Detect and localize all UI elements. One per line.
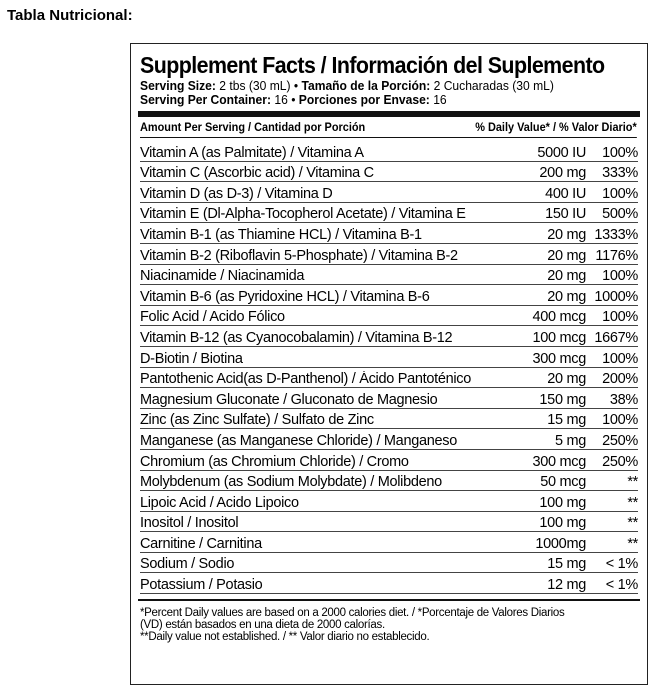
nutrient-dv: 100% — [602, 185, 638, 202]
nutrient-row — [140, 532, 638, 553]
nutrient-name: Magnesium Gluconate / Gluconato de Magnesio — [140, 391, 438, 408]
nutrient-dv: 1333% — [594, 226, 638, 243]
serving-size-line — [140, 79, 603, 93]
nutrient-name: Vitamin E (Dl-Alpha-Tocopherol Acetate) / Vitamina E — [140, 206, 466, 223]
serving-size-value-es: 2 Cucharadas (30 mL) — [433, 78, 554, 93]
nutrient-amount: 20 mg — [547, 226, 586, 243]
nutrient-amount: 5000 IU — [537, 144, 586, 161]
nutrient-row — [140, 388, 638, 409]
nutrient-amount: 20 mg — [547, 268, 586, 285]
nutrient-row — [140, 182, 638, 203]
per-container-label-es: Porciones por Envase: — [298, 92, 430, 107]
nutrient-list — [140, 141, 638, 594]
serving-size-label-es: Tamaño de la Porción: — [301, 78, 431, 93]
thick-divider — [138, 111, 640, 117]
page-heading: Tabla Nutricional: — [7, 7, 133, 24]
footnote-line-2: (VD) están basados en una dieta de 2000 calorías. — [140, 619, 385, 632]
nutrient-name: Vitamin B-12 (as Cyanocobalamin) / Vitamina B-12 — [140, 329, 453, 346]
nutrient-name: D-Biotin / Biotina — [140, 350, 243, 367]
nutrient-row — [140, 368, 638, 389]
nutrient-amount: 5 mg — [554, 432, 586, 449]
nutrient-amount: 20 mg — [547, 247, 586, 264]
nutrient-dv: ** — [627, 474, 638, 491]
nutrient-row — [140, 306, 638, 327]
nutrient-name: Inositol / Inositol — [140, 515, 239, 532]
nutrient-name: Zinc (as Zinc Sulfate) / Sulfato de Zinc — [140, 412, 374, 429]
nutrient-row — [140, 450, 638, 471]
nutrient-dv: 100% — [602, 144, 638, 161]
nutrient-dv: ** — [627, 535, 638, 552]
nutrient-row — [140, 244, 638, 265]
nutrient-amount: 15 mg — [547, 412, 586, 429]
serving-size-label: Serving Size: — [140, 78, 216, 93]
nutrient-row — [140, 141, 638, 162]
nutrient-amount: 200 mg — [539, 165, 586, 182]
nutrient-dv: 100% — [602, 412, 638, 429]
nutrient-row — [140, 347, 638, 368]
nutrient-amount: 12 mg — [547, 577, 586, 594]
nutrient-amount: 100 mg — [539, 494, 586, 511]
nutrient-row — [140, 573, 638, 594]
nutrient-row — [140, 285, 638, 306]
nutrient-dv: 100% — [602, 309, 638, 326]
nutrient-row — [140, 491, 638, 512]
nutrient-name: Vitamin C (Ascorbic acid) / Vitamina C — [140, 165, 374, 182]
nutrient-dv: ** — [627, 515, 638, 532]
nutrient-dv: 38% — [609, 391, 638, 408]
nutrient-dv: < 1% — [605, 577, 638, 594]
nutrient-row — [140, 162, 638, 183]
bottom-divider — [138, 599, 640, 601]
nutrient-name: Chromium (as Chromium Chloride) / Cromo — [140, 453, 409, 470]
nutrient-dv: < 1% — [605, 556, 638, 573]
per-container-label: Serving Per Container: — [140, 92, 272, 107]
nutrient-dv: 100% — [602, 350, 638, 367]
nutrient-row — [140, 326, 638, 347]
nutrient-name: Folic Acid / Acido Fólico — [140, 309, 285, 326]
nutrient-amount: 150 mg — [539, 391, 586, 408]
nutrient-name: Carnitine / Carnitina — [140, 535, 262, 552]
nutrient-name: Molybdenum (as Sodium Molybdate) / Molibdeno — [140, 474, 442, 491]
nutrient-amount: 20 mg — [547, 288, 586, 305]
nutrient-amount: 50 mcg — [540, 474, 586, 491]
nutrient-dv: ** — [627, 494, 638, 511]
nutrient-name: Potassium / Potasio — [140, 577, 263, 594]
column-header — [140, 120, 637, 138]
nutrient-amount: 400 IU — [545, 185, 586, 202]
nutrient-amount: 300 mcg — [532, 453, 586, 470]
nutrient-amount: 20 mg — [547, 371, 586, 388]
nutrient-amount: 15 mg — [547, 556, 586, 573]
nutrient-row — [140, 409, 638, 430]
nutrient-row — [140, 553, 638, 574]
nutrient-dv: 333% — [602, 165, 638, 182]
nutrient-dv: 250% — [602, 453, 638, 470]
per-container-value: 16 • — [274, 92, 296, 107]
nutrient-row — [140, 512, 638, 533]
nutrient-name: Vitamin B-6 (as Pyridoxine HCL) / Vitamina B-6 — [140, 288, 430, 305]
nutrient-row — [140, 223, 638, 244]
servings-per-container-line — [140, 93, 603, 107]
facts-title: Supplement Facts / Información del Suplemento — [140, 52, 605, 78]
nutrient-name: Vitamin A (as Palmitate) / Vitamina A — [140, 144, 364, 161]
nutrient-amount: 300 mcg — [532, 350, 586, 367]
footnote — [140, 607, 638, 643]
dv-column-header: % Daily Value* / % Valor Diario* — [475, 122, 637, 134]
nutrient-amount: 100 mg — [539, 515, 586, 532]
nutrient-row — [140, 203, 638, 224]
nutrient-amount: 1000mg — [535, 535, 586, 552]
nutrient-row — [140, 265, 638, 286]
nutrient-amount: 100 mcg — [532, 329, 586, 346]
nutrient-dv: 200% — [602, 371, 638, 388]
supplement-facts-panel — [130, 43, 648, 685]
footnote-line-3: **Daily value not established. / ** Valor diario no establecido. — [140, 631, 430, 644]
nutrient-dv: 1176% — [595, 247, 638, 264]
nutrient-dv: 500% — [602, 206, 638, 223]
nutrient-name: Lipoic Acid / Acido Lipoico — [140, 494, 299, 511]
nutrient-name: Sodium / Sodio — [140, 556, 235, 573]
nutrient-name: Vitamin D (as D-3) / Vitamina D — [140, 185, 333, 202]
nutrient-dv: 1000% — [594, 288, 638, 305]
footnote-line-1: *Percent Daily values are based on a 2000 calories diet. / *Porcentaje de Valores Diarios — [140, 607, 565, 620]
nutrient-name: Vitamin B-2 (Riboflavin 5-Phosphate) / Vitamina B-2 — [140, 247, 458, 264]
nutrient-amount: 400 mcg — [532, 309, 586, 326]
amount-column-header: Amount Per Serving / Cantidad por Porción — [140, 122, 366, 134]
serving-size-value: 2 tbs (30 mL) • — [219, 78, 299, 93]
nutrient-name: Vitamin B-1 (as Thiamine HCL) / Vitamina B-1 — [140, 226, 422, 243]
nutrient-amount: 150 IU — [545, 206, 586, 223]
nutrient-dv: 1667% — [594, 329, 638, 346]
nutrient-row — [140, 429, 638, 450]
nutrient-dv: 250% — [602, 432, 638, 449]
nutrient-row — [140, 471, 638, 492]
per-container-value-es: 16 — [433, 92, 447, 107]
nutrient-dv: 100% — [602, 268, 638, 285]
nutrient-name: Niacinamide / Niacinamida — [140, 268, 305, 285]
nutrient-name: Pantothenic Acid(as D-Panthenol) / Ácido Pantoténico — [140, 371, 471, 388]
nutrient-name: Manganese (as Manganese Chloride) / Manganeso — [140, 432, 457, 449]
